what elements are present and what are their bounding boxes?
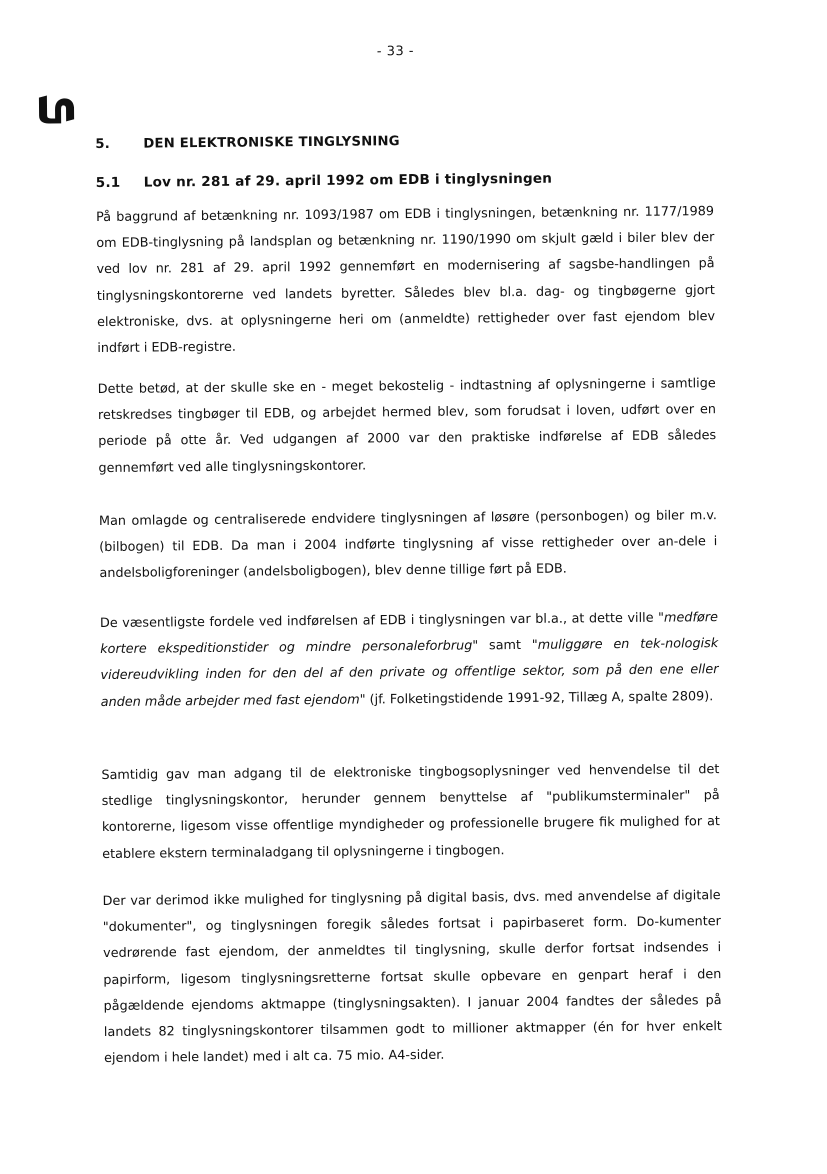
paragraph-4-text-2: " samt " (472, 638, 538, 654)
section-title: DEN ELEKTRONISKE TINGLYSNING (143, 134, 400, 152)
section-number: 5. (95, 136, 111, 153)
paragraph-4-quote-2: muliggøre en tek-nologisk videreudvikling inden for den del af den private og offentlige sektor, som på den ene eller anden måde arbejder med fast ejendom (100, 636, 719, 710)
paragraph-2: Dette betød, at der skulle ske en - meget bekostelig - indtastning af oplysningerne i samtlige retskredses tingbøger til EDB, og arbejdet hermed blev, som forudsat i loven, udført over en periode på otte år. Ved udgangen af 2000 var den praktiske indførelse af EDB således gennemført ved alle tinglysningskontorer. (97, 376, 717, 476)
paragraph-4-text-3: " (jf. Folketingstidende 1991-92, Tillæg A, spalte 2809). (359, 688, 714, 708)
paragraph-4 (100, 605, 719, 716)
paragraph-4-quote-1: medføre kortere ekspeditionstider og mindre personaleforbrug (100, 610, 719, 658)
section-heading (95, 134, 400, 152)
subsection-title: Lov nr. 281 af 29. april 1992 om EDB i tinglysningen (143, 170, 553, 191)
paragraph-1: På baggrund af betænkning nr. 1093/1987 om EDB i tinglysningen, betænkning nr. 1177/1989 om EDB-tinglysning på landsplan og betænkning nr. 1190/1990 om skjult gæld i biler blev der ved lov nr. 281 af 29. april 1992 gennemført en modernisering af sagsbe-handlingen på tinglysningskontorerne ved landets byretter. Således blev bl.a. dag- og tingbøgerne gjort elektroniske, dvs. at oplysningerne heri om (anmeldte) rettigheder over fast ejendom blev indført i EDB-registre. (96, 204, 716, 357)
publisher-logo-icon (35, 85, 77, 125)
paragraph-3: Man omlagde og centraliserede endvidere tinglysningen af løsøre (personbogen) og biler m.v. (bilbogen) til EDB. Da man i 2004 indførte tinglysning af visse rettigheder over an-dele i andelsboligforeninger (andelsboligbogen), blev denne tillige ført på EDB. (98, 508, 718, 582)
subsection-heading (96, 171, 553, 191)
paragraph-6: Der var derimod ikke mulighed for tinglysning på digital basis, dvs. med anvendelse af digitale "dokumenter", og tinglysningen foregik således fortsat i papirbaseret form. Do-kumenter vedrørende fast ejendom, der anmeldtes til tinglysning, skulle derfor fortsat indsendes i papirform, ligesom tinglysningsretterne fortsat skulle opbevare en genpart heraf i den pågældende ejendoms aktmappe (tinglysningsakten). I januar 2004 fandtes der således på landets 82 tinglysningskontorer tilsammen godt to millioner aktmapper (én for hver enkelt ejendom i hele landet) med i alt ca. 75 mio. A4-sider. (102, 888, 722, 1067)
paragraph-5: Samtidig gav man adgang til de elektroniske tingbogsoplysninger ved henvendelse til det stedlige tinglysningskontor, herunder gennem benyttelse af "publikumsterminaler" på kontorerne, ligesom visse offentlige myndigheder og professionelle brugere fik mulighed for at etablere ekstern terminaladgang til oplysningerne i tingbogen. (101, 762, 720, 862)
page-number: - 33 - (376, 43, 415, 60)
paragraph-4-text-1: De væsentligste fordele ved indførelsen af EDB i tinglysningen var bl.a., at dette ville " (99, 610, 665, 632)
subsection-number: 5.1 (95, 174, 121, 192)
